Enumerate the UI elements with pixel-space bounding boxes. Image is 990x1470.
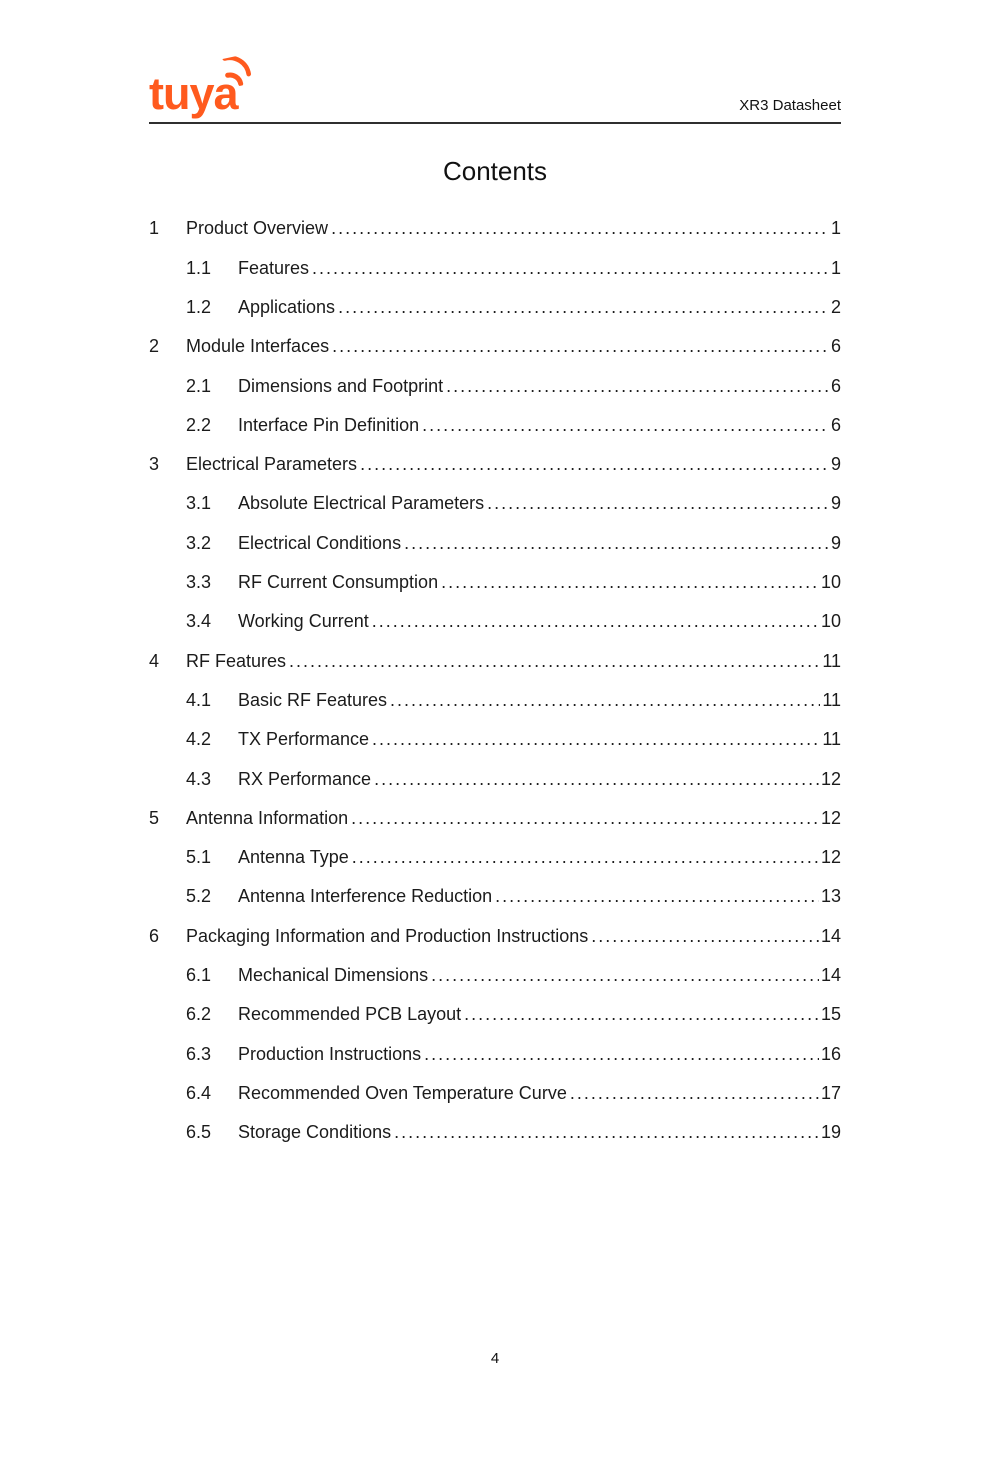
toc-entry-number: 3.2 <box>186 532 212 553</box>
toc-leader-dots <box>487 493 829 514</box>
toc-entry-number: 6.2 <box>186 1004 212 1025</box>
toc-entry-page: 10 <box>820 572 841 593</box>
toc-entry-title: Packaging Information and Production Instructions <box>186 925 589 946</box>
toc-entry[interactable] <box>149 1074 841 1113</box>
toc-entry-page: 11 <box>822 729 841 750</box>
toc-entry-page: 9 <box>830 532 841 553</box>
toc-leader-dots <box>289 651 820 672</box>
toc-leader-dots <box>591 926 819 947</box>
toc-entry-page: 14 <box>820 965 841 986</box>
toc-entry-page: 12 <box>820 807 841 828</box>
toc-entry[interactable] <box>149 602 841 641</box>
toc-entry-page: 13 <box>820 886 841 907</box>
toc-entry[interactable] <box>149 681 841 720</box>
toc-entry[interactable] <box>149 288 841 327</box>
toc-entry-page: 6 <box>830 414 841 435</box>
toc-entry-page: 2 <box>830 296 841 317</box>
page-footer <box>0 1350 990 1367</box>
toc-entry-title: TX Performance <box>238 729 370 750</box>
toc-entry-page: 1 <box>830 257 841 278</box>
toc-entry-page: 6 <box>830 375 841 396</box>
toc-entry[interactable] <box>149 1113 841 1152</box>
toc-entry-title: Antenna Interference Reduction <box>238 886 493 907</box>
toc-entry-number: 2 <box>149 336 160 357</box>
toc-entry-number: 2.1 <box>186 375 212 396</box>
toc-entry-page: 12 <box>820 768 841 789</box>
toc-entry[interactable] <box>149 484 841 523</box>
toc-entry[interactable] <box>149 406 841 445</box>
toc-entry-number: 1 <box>149 218 160 239</box>
page-title: Contents <box>442 156 548 187</box>
toc-entry[interactable] <box>149 366 841 405</box>
toc-leader-dots <box>360 454 829 475</box>
toc-leader-dots <box>394 1122 819 1143</box>
toc-entry-title: Absolute Electrical Parameters <box>238 493 485 514</box>
tuya-logo <box>149 70 238 117</box>
toc-entry[interactable] <box>149 995 841 1034</box>
toc-entry-title: Module Interfaces <box>186 336 330 357</box>
toc-entry-page: 14 <box>820 925 841 946</box>
toc-entry-title: Mechanical Dimensions <box>238 965 429 986</box>
toc-entry[interactable] <box>149 524 841 563</box>
toc-entry-number: 3.4 <box>186 611 212 632</box>
toc-leader-dots <box>331 218 829 239</box>
toc-entry-number: 6.3 <box>186 1043 212 1064</box>
toc-leader-dots <box>441 572 819 593</box>
toc-entry-number: 4 <box>149 650 160 671</box>
tuya-logo-text: tuya <box>149 68 238 119</box>
toc-leader-dots <box>372 611 819 632</box>
toc-leader-dots <box>495 886 819 907</box>
toc-entry-number: 4.3 <box>186 768 212 789</box>
toc-entry[interactable] <box>149 838 841 877</box>
toc-entry-page: 10 <box>820 611 841 632</box>
doc-title: XR3 Datasheet <box>739 97 841 115</box>
toc-entry-page: 12 <box>820 847 841 868</box>
toc-entry-title: Storage Conditions <box>238 1122 392 1143</box>
toc-entry-number: 3.1 <box>186 493 212 514</box>
footer-page-number: 4 <box>490 1350 500 1367</box>
toc-leader-dots <box>374 769 819 790</box>
toc-entry-number: 6.4 <box>186 1082 212 1103</box>
toc-entry[interactable] <box>149 209 841 248</box>
toc-leader-dots <box>332 336 829 357</box>
toc-leader-dots <box>351 808 819 829</box>
toc-entry-title: Applications <box>238 296 336 317</box>
toc-entry-number: 3.3 <box>186 572 212 593</box>
toc-entry[interactable] <box>149 1034 841 1073</box>
toc-entry-page: 9 <box>830 454 841 475</box>
toc-entry-page: 9 <box>830 493 841 514</box>
document-page <box>0 70 990 1470</box>
toc-leader-dots <box>312 258 829 279</box>
toc-leader-dots <box>390 690 820 711</box>
toc-leader-dots <box>338 297 829 318</box>
toc-entry-page: 1 <box>830 218 841 239</box>
toc-leader-dots <box>422 415 829 436</box>
toc-leader-dots <box>570 1083 819 1104</box>
toc-entry-number: 1.1 <box>186 257 212 278</box>
toc-entry[interactable] <box>149 327 841 366</box>
toc-leader-dots <box>464 1004 819 1025</box>
toc-entry[interactable] <box>149 445 841 484</box>
toc-entry-number: 5.1 <box>186 847 212 868</box>
toc-leader-dots <box>372 729 820 750</box>
toc-entry-page: 17 <box>820 1082 841 1103</box>
toc-entry-number: 6 <box>149 925 160 946</box>
toc-entry-title: Electrical Conditions <box>238 532 402 553</box>
toc-entry-title: Dimensions and Footprint <box>238 375 444 396</box>
toc-entry-number: 4.2 <box>186 729 212 750</box>
toc-leader-dots <box>424 1044 819 1065</box>
toc-entry-title: RX Performance <box>238 768 372 789</box>
page-header <box>149 70 841 124</box>
toc-entry-page: 16 <box>820 1043 841 1064</box>
toc-entry-title: Recommended Oven Temperature Curve <box>238 1082 567 1103</box>
toc-entry-title: Product Overview <box>186 218 329 239</box>
toc-entry[interactable] <box>149 799 841 838</box>
toc-leader-dots <box>352 847 819 868</box>
toc-entry-title: Features <box>238 257 310 278</box>
toc-entry[interactable] <box>149 917 841 956</box>
toc-entry[interactable] <box>149 877 841 916</box>
toc-entry-title: Basic RF Features <box>238 689 388 710</box>
toc-entry-title: Recommended PCB Layout <box>238 1004 462 1025</box>
toc-entry-number: 2.2 <box>186 414 212 435</box>
toc-entry-title: Working Current <box>238 611 369 632</box>
toc-entry-number: 6.1 <box>186 965 212 986</box>
toc-entry-title: RF Features <box>186 650 287 671</box>
toc-entry-title: Electrical Parameters <box>186 454 358 475</box>
toc-entry-number: 3 <box>149 454 160 475</box>
toc-entry-page: 15 <box>820 1004 841 1025</box>
toc-entry-page: 11 <box>822 650 841 671</box>
toc-entry[interactable] <box>149 956 841 995</box>
toc-leader-dots <box>431 965 819 986</box>
toc-leader-dots <box>404 533 829 554</box>
toc-entry-number: 4.1 <box>186 689 212 710</box>
toc-entry-title: RF Current Consumption <box>238 572 439 593</box>
toc-entry[interactable] <box>149 249 841 288</box>
toc-entry[interactable] <box>149 720 841 759</box>
toc-entry-title: Interface Pin Definition <box>238 414 420 435</box>
toc-entry[interactable] <box>149 563 841 602</box>
toc-entry-title: Antenna Information <box>186 807 349 828</box>
toc-entry-number: 5.2 <box>186 886 212 907</box>
toc-entry[interactable] <box>149 642 841 681</box>
toc-entry-page: 11 <box>822 689 841 710</box>
signal-arc-icon <box>220 53 256 89</box>
toc-entry-number: 1.2 <box>186 296 212 317</box>
toc-entry-title: Production Instructions <box>238 1043 422 1064</box>
toc-leader-dots <box>446 376 829 397</box>
toc-entry-page: 6 <box>830 336 841 357</box>
toc-entry[interactable] <box>149 759 841 798</box>
toc-entry-page: 19 <box>820 1122 841 1143</box>
toc-entry-title: Antenna Type <box>238 847 349 868</box>
toc-entry-number: 6.5 <box>186 1122 212 1143</box>
table-of-contents <box>149 209 841 1152</box>
toc-entry-number: 5 <box>149 807 160 828</box>
